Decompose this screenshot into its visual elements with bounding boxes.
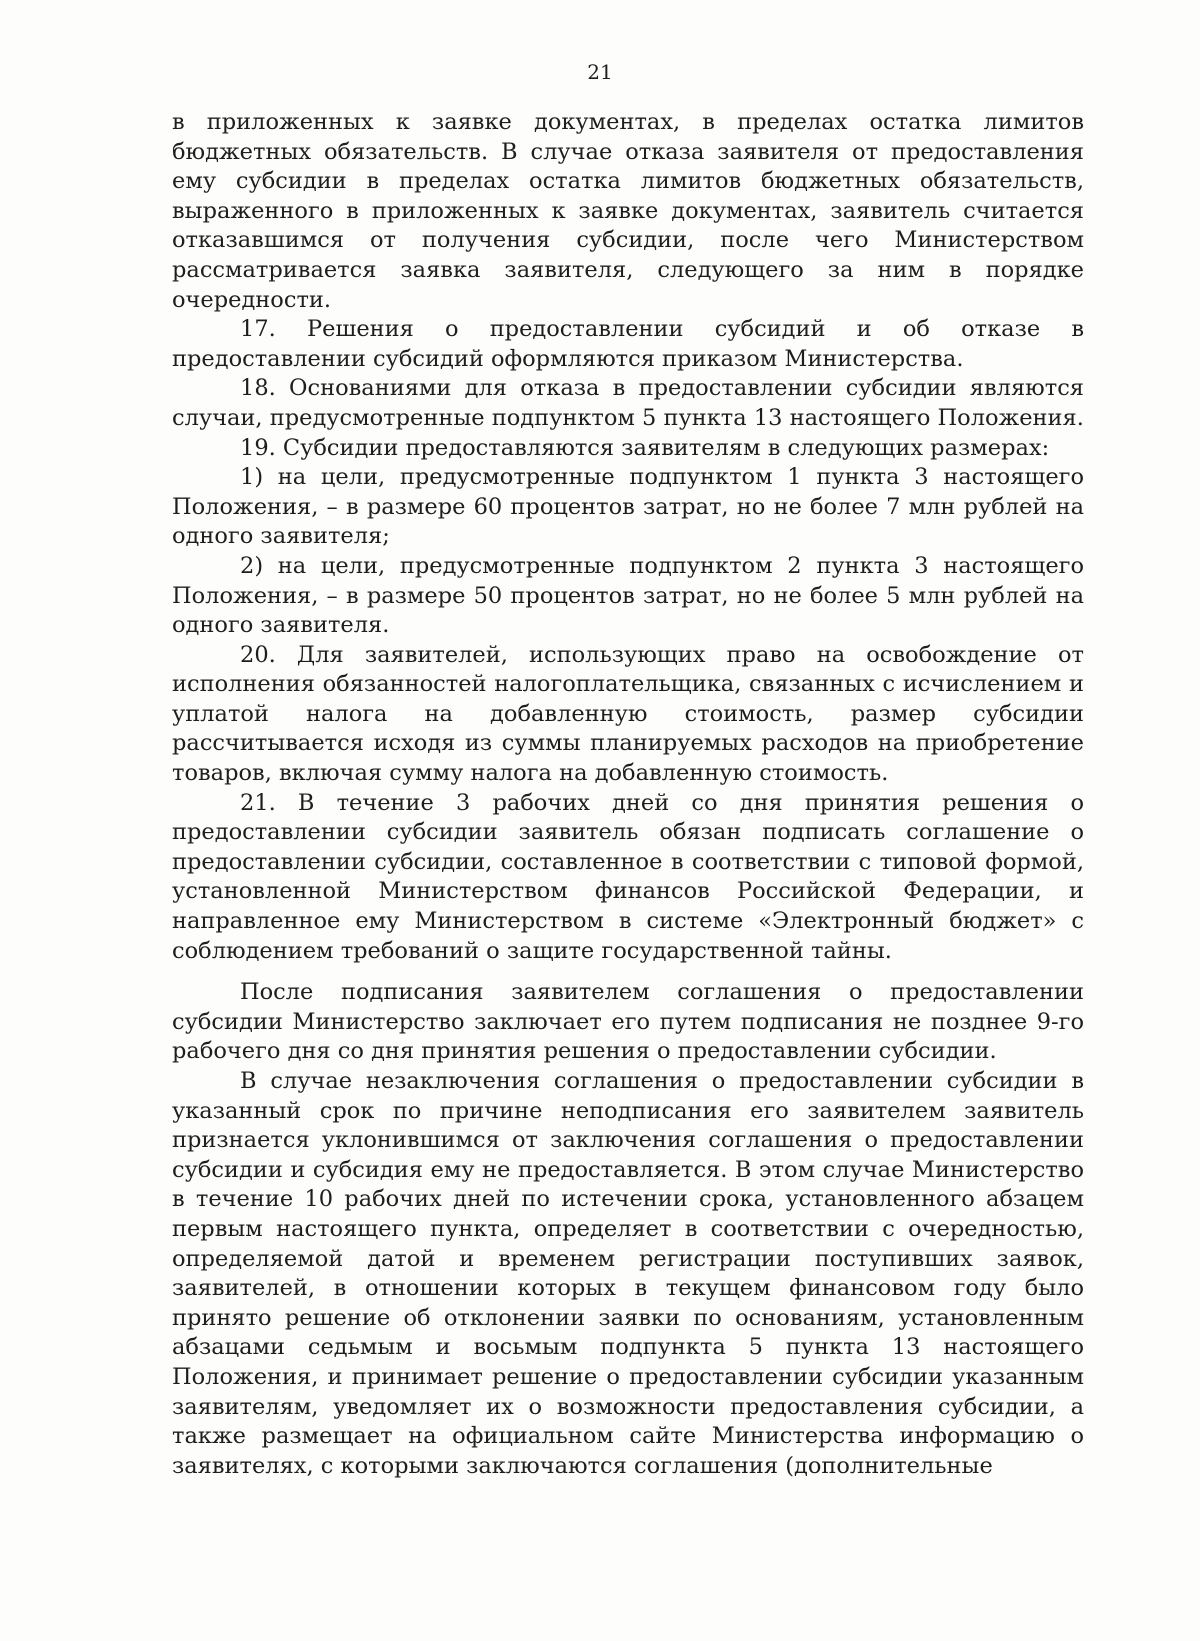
page-number: 21 bbox=[587, 60, 613, 84]
paragraph-20: 20. Для заявителей, использующих право на освобождение от исполнения обязанностей налогоплательщика, связанных с исчислением и уплатой налога на добавленную стоимость, размер субсидии рассчитывается исходя из суммы планируемых расходов на приобретение товаров, включая сумму налога на добавленную стоимость. bbox=[172, 641, 1084, 787]
paragraph-21-after-signing: После подписания заявителем соглашения о предоставлении субсидии Министерство заключает его путем подписания не позднее 9-го рабочего дня со дня принятия решения о предоставлении субсидии. bbox=[172, 979, 1084, 1065]
paragraph-19-item-1: 1) на цели, предусмотренные подпунктом 1 пункта 3 настоящего Положения, – в размере 60 процентов затрат, но не более 7 млн рублей на одного заявителя; bbox=[172, 464, 1084, 550]
paragraph-21: 21. В течение 3 рабочих дней со дня принятия решения о предоставлении субсидии заявитель обязан подписать соглашение о предоставлении субсидии, составленное в соответствии с типовой формой, установленной Министерством финансов Российской Федерации, и направленное ему Министерством в системе «Электронный бюджет» с соблюдением требований о защите государственной тайны. bbox=[172, 789, 1084, 964]
paragraph-19-item-2: 2) на цели, предусмотренные подпунктом 2 пункта 3 настоящего Положения, – в размере 50 процентов затрат, но не более 5 млн рублей на одного заявителя. bbox=[172, 552, 1084, 639]
paragraph-21-non-conclusion: В случае незаключения соглашения о предоставлении субсидии в указанный срок по причине неподписания его заявителем заявитель признается уклонившимся от заключения соглашения о предоставлении субсидии и субсидия ему не предоставляется. В этом случае Министерство в течение 10 рабочих дней по истечении срока, установленного абзацем первым настоящего пункта, определяет в соответствии с очередностью, определяемой датой и временем регистрации поступивших заявок, заявителей, в отношении которых в текущем финансовом году было принято решение об отклонении заявки по основаниям, установленным абзацами седьмым и восьмым подпункта 5 пункта 13 настоящего Положения, и принимает решение о предоставлении субсидии указанным заявителям, уведомляет их о возможности предоставления субсидии, а также размещает на официальном сайте Министерства информацию о заявителях, с которыми заключаются соглашения (дополнительные bbox=[172, 1068, 1084, 1479]
paragraph-continuation: в приложенных к заявке документах, в пределах остатка лимитов бюджетных обязательств. В случае отказа заявителя от предоставления ему субсидии в пределах остатка лимитов бюджетных обязательств, выраженного в приложенных к заявке документах, заявитель считается отказавшимся от получения субсидии, после чего Министерством рассматривается заявка заявителя, следующего за ним в порядке очередности. bbox=[172, 109, 1084, 313]
paragraph-18: 18. Основаниями для отказа в предоставлении субсидии являются случаи, предусмотренные подпунктом 5 пункта 13 настоящего Положения. bbox=[172, 375, 1084, 431]
document-body bbox=[172, 108, 1084, 1481]
paragraph-19: 19. Субсидии предоставляются заявителям в следующих размерах: bbox=[240, 434, 1050, 461]
paragraph-17: 17. Решения о предоставлении субсидий и об отказе в предоставлении субсидий оформляются приказом Министерства. bbox=[172, 316, 1084, 372]
